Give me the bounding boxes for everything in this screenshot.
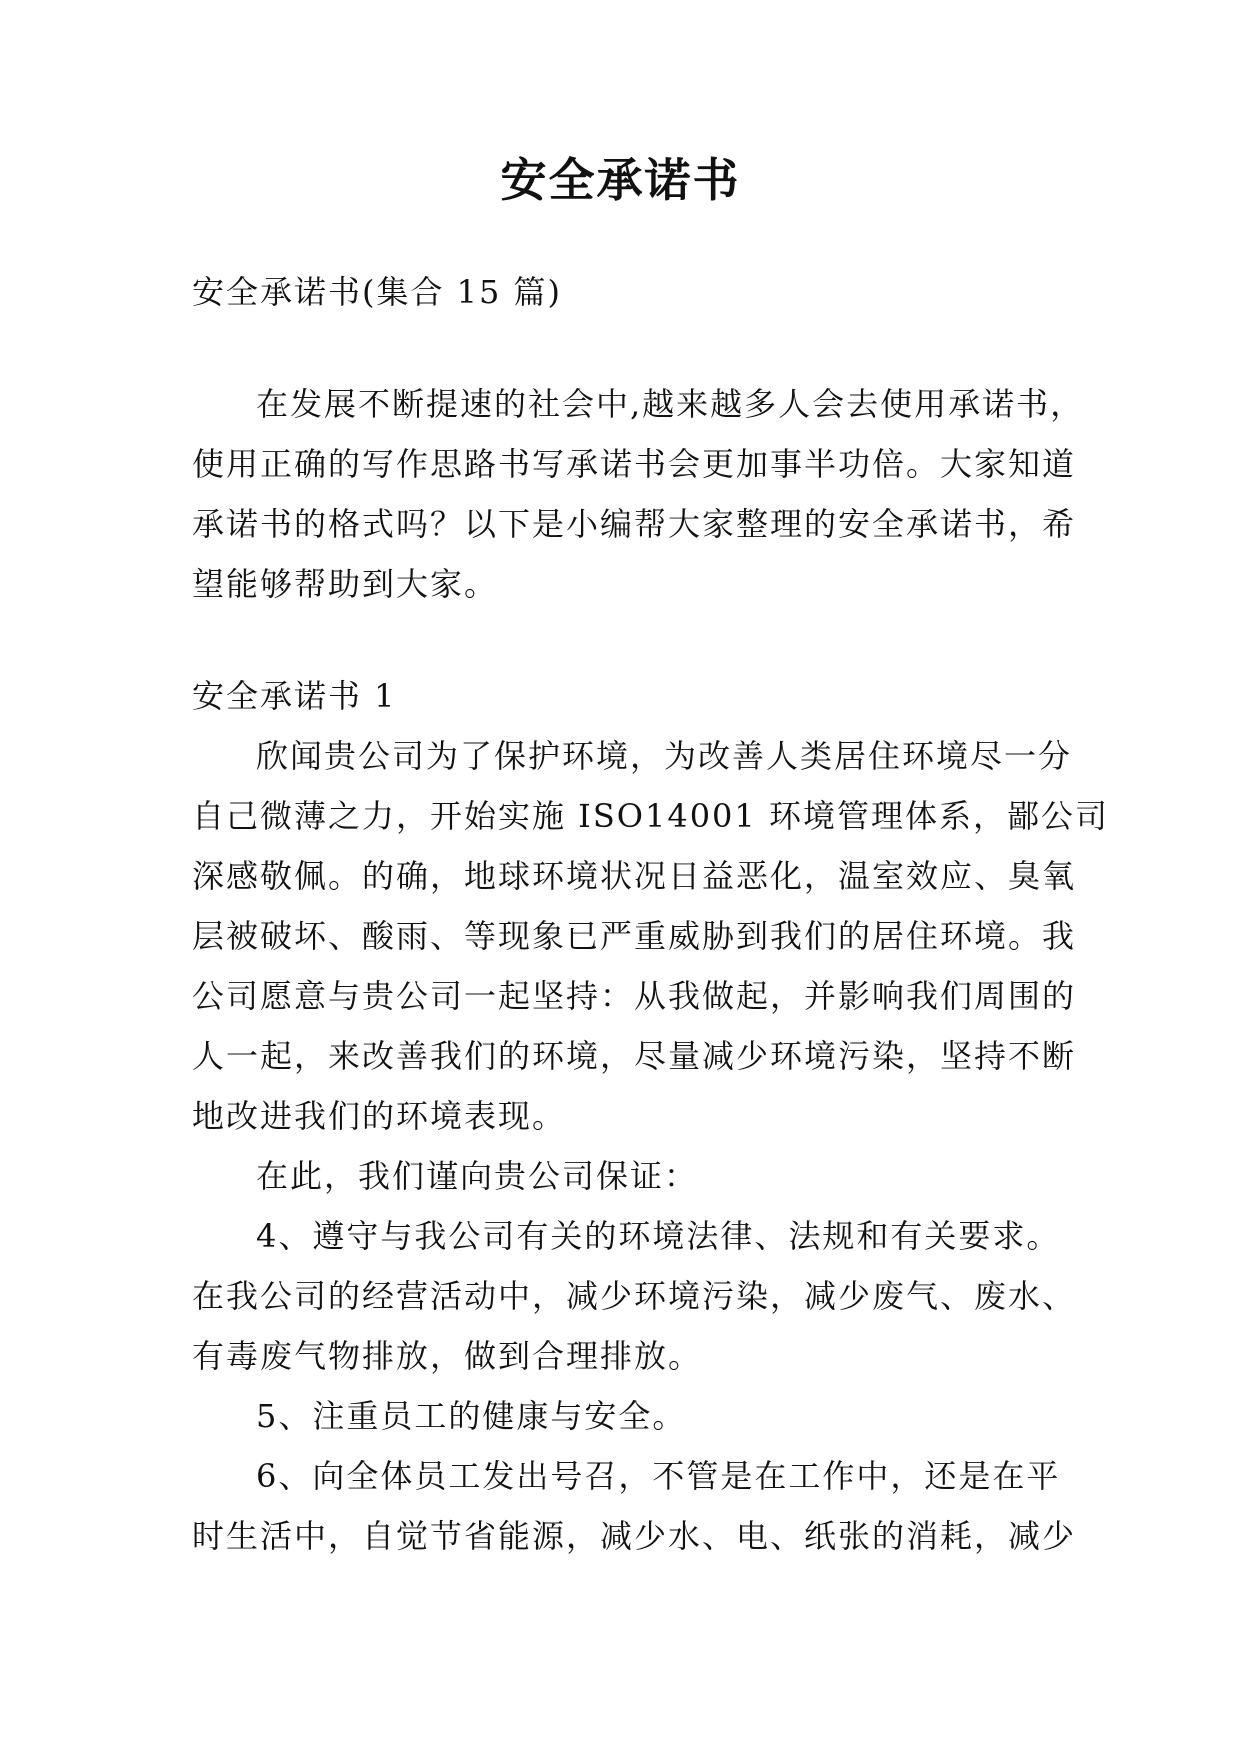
spacer [192,614,1072,666]
paragraph-line: 深感敬佩。的确，地球环境状况日益恶化，温室效应、臭氧 [192,857,1077,895]
item-5: 5、注重员工的健康与安全。 [256,1397,687,1435]
document-subtitle: 安全承诺书(集合 15 篇) [192,273,563,311]
item-line: 时生活中，自觉节省能源，减少水、电、纸张的消耗，减少 [192,1517,1077,1555]
item-4 [192,1206,1077,1386]
intro-paragraph [192,374,1085,614]
paragraph-line: 人一起，来改善我们的环境，尽量减少环境污染，坚持不断 [192,1037,1077,1075]
paragraph-2: 在此，我们谨向贵公司保证： [256,1157,699,1195]
paragraph-line: 地改进我们的环境表现。 [192,1097,567,1135]
section-heading: 安全承诺书 1 [192,677,397,715]
document-title: 安全承诺书 [500,153,741,207]
paragraph-line: 层被破坏、酸雨、等现象已严重威胁到我们的居住环境。我 [192,917,1077,955]
intro-line: 使用正确的写作思路书写承诺书会更加事半功倍。大家知道 [192,445,1077,483]
paragraph-1 [192,726,1109,1146]
intro-line: 望能够帮助到大家。 [192,565,499,603]
spacer [192,322,1072,374]
item-line: 有毒废气物排放，做到合理排放。 [192,1337,703,1375]
item-line: 6、向全体员工发出号召，不管是在工作中，还是在平 [256,1457,1061,1495]
intro-line: 在发展不断提速的社会中,越来越多人会去使用承诺书， [256,385,1085,423]
item-6 [192,1446,1077,1566]
item-line: 4、遵守与我公司有关的环境法律、法规和有关要求。 [256,1217,1061,1255]
paragraph-line: 自己微薄之力，开始实施 ISO14001 环境管理体系，鄙公司 [192,797,1109,835]
item-line: 在我公司的经营活动中，减少环境污染，减少废气、废水、 [192,1277,1077,1315]
paragraph-line: 欣闻贵公司为了保护环境，为改善人类居住环境尽一分 [256,737,1073,775]
document-body [192,262,1109,1566]
paragraph-line: 公司愿意与贵公司一起坚持：从我做起，并影响我们周围的 [192,977,1077,1015]
intro-line: 承诺书的格式吗？以下是小编帮大家整理的安全承诺书，希 [192,505,1077,543]
